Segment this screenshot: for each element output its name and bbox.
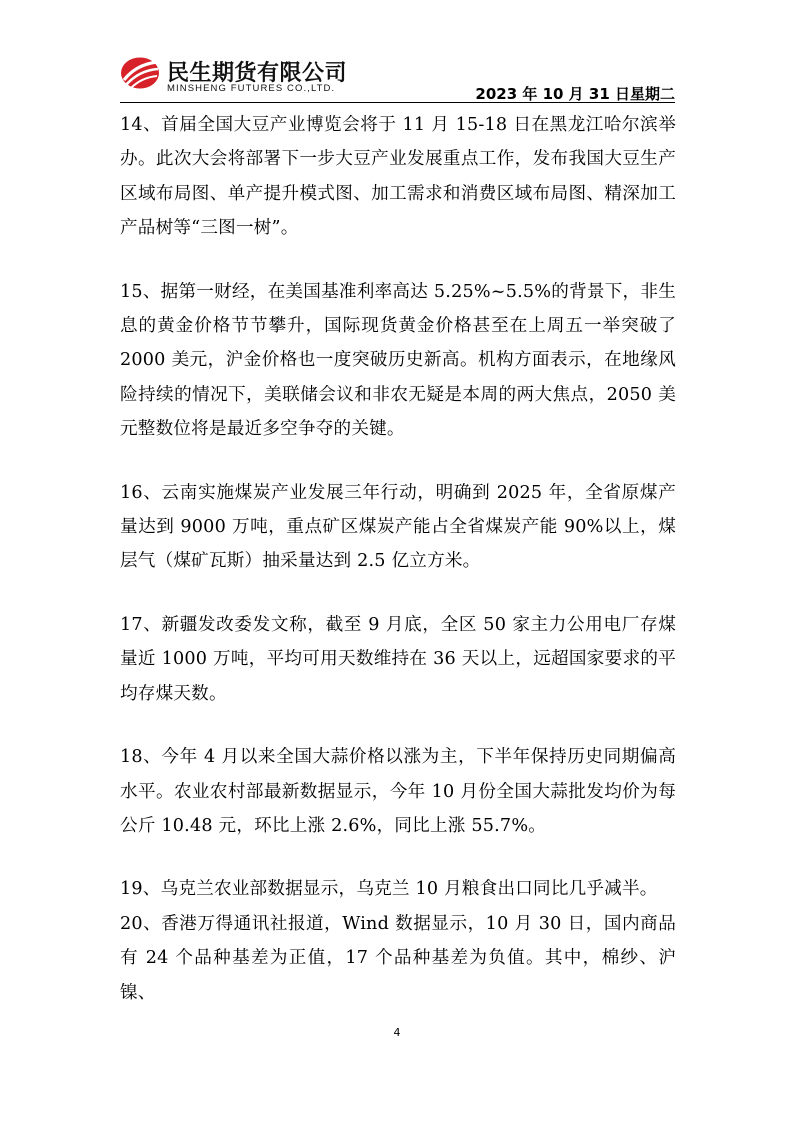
company-name-en: MINSHENG FUTURES CO.,LTD. — [167, 83, 336, 94]
news-item-15: 15、据第一财经，在美国基准利率高达 5.25%~5.5%的背景下，非生息的黄金价格节节攀升，国际现货黄金价格甚至在上周五一举突破了 2000 美元，沪金价格也一度突破历史新高。机构方面表示，在地缘风险持续的情况下，美联储会议和非农无疑是本周的两大焦点，2050 美元整数位将是最近多空争夺的关键。 — [120, 281, 676, 440]
news-item-18: 18、今年 4 月以来全国大蒜价格以涨为主，下半年保持历史同期偏高水平。农业农村部最新数据显示，今年 10 月份全国大蒜批发均价为每公斤 10.48 元，环比上涨 2.6%，同比上涨 55.7%。 — [120, 747, 676, 836]
report-date: 2023 年 10 月 31 日星期二 — [475, 85, 675, 103]
page-number: 4 — [393, 1026, 401, 1039]
company-logo — [120, 52, 380, 100]
news-item-19: 19、乌克兰农业部数据显示，乌克兰 10 月粮食出口同比几乎减半。 — [120, 879, 658, 900]
page-header — [120, 52, 675, 104]
news-item-16: 16、云南实施煤炭产业发展三年行动，明确到 2025 年，全省原煤产量达到 9000 万吨，重点矿区煤炭产能占全省煤炭产能 90%以上，煤层气（煤矿瓦斯）抽采量达到 2.5 亿立方米。 — [120, 482, 676, 572]
news-body — [120, 108, 676, 1010]
header-divider — [120, 102, 675, 103]
company-name-cn: 民生期货有限公司 — [167, 61, 348, 86]
news-item-14: 14、首届全国大豆产业博览会将于 11 月 15-18 日在黑龙江哈尔滨举办。此次大会将部署下一步大豆产业发展重点工作，发布我国大豆生产区域布局图、单产提升模式图、加工需求和消费区域布局图、精深加工产品树等“三图一树”。 — [120, 115, 676, 239]
news-item-20: 20、香港万得通讯社报道，Wind 数据显示，10 月 30 日，国内商品有 24 个品种基差为正值，17 个品种基差为负值。其中，棉纱、沪镍、 — [120, 913, 676, 1003]
news-item-17: 17、新疆发改委发文称，截至 9 月底，全区 50 家主力公用电厂存煤量近 1000 万吨，平均可用天数维持在 36 天以上，远超国家要求的平均存煤天数。 — [120, 614, 676, 704]
minsheng-logo-icon — [120, 56, 160, 90]
